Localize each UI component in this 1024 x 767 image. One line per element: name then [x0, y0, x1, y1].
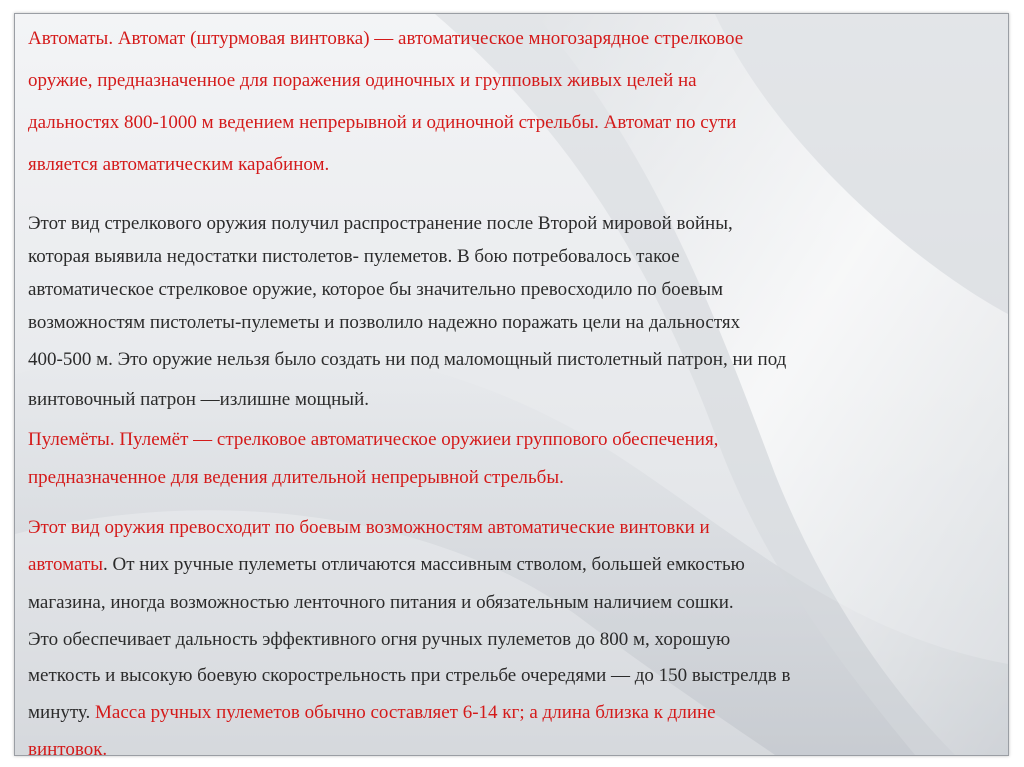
paragraph-history: [28, 207, 1003, 420]
text-line: [28, 694, 1003, 732]
text-line: магазина, иногда возможностью ленточного питания и обязательным наличием сошки.: [28, 592, 734, 613]
text-line: автоматическое стрелковое оружие, которое бы значительно превосходило по боевым: [28, 279, 724, 300]
text-line: является автоматическим карабином.: [28, 154, 330, 175]
text-line: предназначенное для ведения длительной непрерывной стрельбы.: [28, 467, 564, 488]
text-line: меткость и высокую боевую скорострельность при стрельбе очередями — до 150 выстрелдв в: [28, 665, 791, 686]
text-line: оружие, предназначенное для поражения одиночных и групповых живых целей на: [28, 70, 697, 91]
text-segment-red: Масса ручных пулеметов обычно составляет 6-14 кг; а длина близка к длине: [95, 702, 716, 723]
text-line: возможностям пистолеты-пулеметы и позволило надежно поражать цели на дальностях: [28, 312, 741, 333]
text-line: Этот вид оружия превосходит по боевым возможностям автоматические винтовки и: [28, 517, 710, 538]
paragraph-automatic-rifles: [28, 18, 1003, 186]
paragraph-machine-guns: [28, 421, 1003, 497]
text-segment-red: автоматы: [28, 554, 104, 575]
text-line: винтовок.: [28, 739, 108, 756]
paragraph-light-machine-guns: [28, 510, 1003, 756]
text-line: [28, 546, 1003, 584]
text-line: винтовочный патрон —излишне мощный.: [28, 389, 369, 410]
text-line: Этот вид стрелкового оружия получил распространение после Второй мировой войны,: [28, 213, 733, 234]
text-segment: . От них ручные пулеметы отличаются массивным стволом, большей емкостью: [103, 554, 745, 575]
text-line: которая выявила недостатки пистолетов- пулеметов. В бою потребовалось такое: [28, 246, 680, 267]
text-line: Автоматы. Автомат (штурмовая винтовка) — автоматическое многозарядное стрелковое: [28, 28, 744, 49]
text-segment: минуту.: [28, 702, 96, 723]
slide-content: [28, 14, 1003, 756]
text-line: 400-500 м. Это оружие нельзя было создать ни под маломощный пистолетный патрон, ни под: [28, 349, 787, 370]
text-line: Это обеспечивает дальность эффективного огня ручных пулеметов до 800 м, хорошую: [28, 629, 731, 650]
slide-frame: [14, 13, 1009, 756]
text-line: дальностях 800-1000 м ведением непрерывной и одиночной стрельбы. Автомат по сути: [28, 112, 737, 133]
text-line: Пулемёты. Пулемёт — стрелковое автоматическое оружиеи группового обеспечения,: [28, 429, 719, 450]
